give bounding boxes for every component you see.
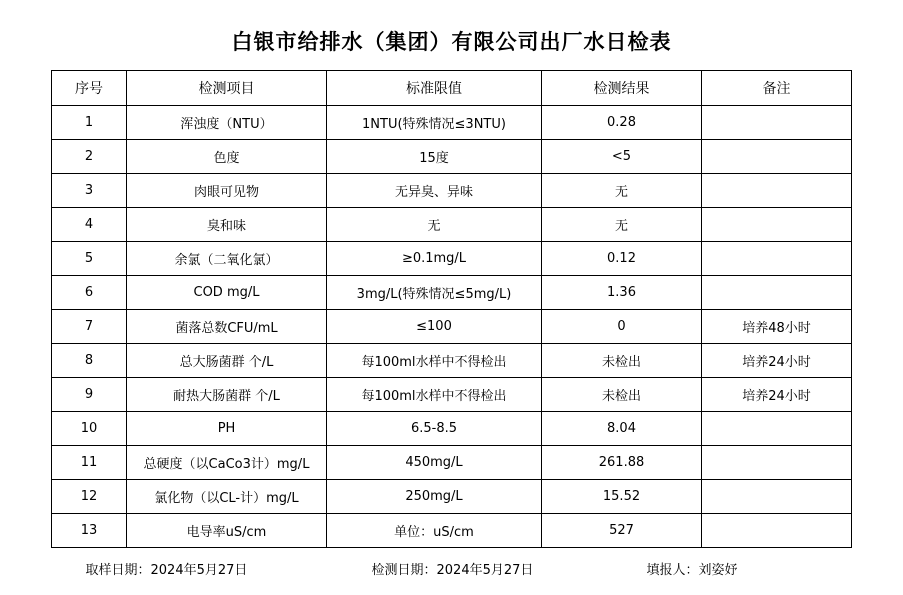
cell-item: 色度 [127,140,327,174]
cell-index: 6 [52,276,127,310]
table-row [52,344,852,378]
cell-limit: ≥0.1mg/L [327,242,542,276]
page-title: 白银市给排水（集团）有限公司出厂水日检表 [231,30,672,54]
table-row [52,480,852,514]
cell-item: 总硬度（以CaCo3计）mg/L [127,446,327,480]
sampling-date: 取样日期：2024年5月27日 [85,563,248,578]
cell-remark [702,276,852,310]
cell-index: 5 [52,242,127,276]
cell-index: 11 [52,446,127,480]
cell-result: 无 [542,174,702,208]
table-row [52,174,852,208]
cell-result: 0 [542,310,702,344]
table-header-row [52,71,852,106]
cell-item: 臭和味 [127,208,327,242]
cell-index: 12 [52,480,127,514]
cell-result: 261.88 [542,446,702,480]
cell-item: 总大肠菌群 个/L [127,344,327,378]
cell-remark [702,514,852,548]
testing-date: 检测日期：2024年5月27日 [371,563,534,578]
table-row [52,208,852,242]
cell-remark [702,208,852,242]
cell-limit: 250mg/L [327,480,542,514]
cell-remark: 培养24小时 [702,378,852,412]
cell-limit: ≤100 [327,310,542,344]
cell-remark [702,446,852,480]
cell-index: 13 [52,514,127,548]
column-header-result: 检测结果 [542,71,702,106]
cell-item: COD mg/L [127,276,327,310]
column-header-item: 检测项目 [127,71,327,106]
cell-result: 无 [542,208,702,242]
table-row [52,378,852,412]
cell-item: 电导率uS/cm [127,514,327,548]
cell-remark [702,242,852,276]
cell-index: 7 [52,310,127,344]
cell-item: 肉眼可见物 [127,174,327,208]
cell-index: 3 [52,174,127,208]
cell-remark [702,412,852,446]
cell-remark [702,174,852,208]
cell-item: 余氯（二氧化氯） [127,242,327,276]
cell-index: 2 [52,140,127,174]
cell-limit: 6.5-8.5 [327,412,542,446]
cell-index: 10 [52,412,127,446]
cell-result: 1.36 [542,276,702,310]
cell-result: <5 [542,140,702,174]
cell-index: 4 [52,208,127,242]
cell-item: 浑浊度（NTU） [127,106,327,140]
cell-result: 527 [542,514,702,548]
cell-item: PH [127,412,327,446]
cell-limit: 无异臭、异味 [327,174,542,208]
cell-limit: 450mg/L [327,446,542,480]
cell-result: 0.28 [542,106,702,140]
cell-limit: 每100ml水样中不得检出 [327,378,542,412]
cell-result: 未检出 [542,344,702,378]
cell-index: 9 [52,378,127,412]
cell-remark [702,480,852,514]
cell-limit: 3mg/L(特殊情况≤5mg/L) [327,276,542,310]
table-row [52,514,852,548]
cell-item: 耐热大肠菌群 个/L [127,378,327,412]
water-quality-table [51,70,852,548]
table-row [52,446,852,480]
table-row [52,310,852,344]
cell-result: 0.12 [542,242,702,276]
cell-result: 8.04 [542,412,702,446]
cell-result: 未检出 [542,378,702,412]
cell-remark: 培养24小时 [702,344,852,378]
cell-limit: 无 [327,208,542,242]
cell-item: 氯化物（以CL-计）mg/L [127,480,327,514]
table-row [52,242,852,276]
reporter-name: 填报人：刘姿妤 [646,563,738,578]
cell-remark [702,140,852,174]
column-header-limit: 标准限值 [327,71,542,106]
cell-index: 1 [52,106,127,140]
cell-item: 菌落总数CFU/mL [127,310,327,344]
cell-limit: 15度 [327,140,542,174]
column-header-remark: 备注 [702,71,852,106]
cell-remark [702,106,852,140]
cell-limit: 单位：uS/cm [327,514,542,548]
cell-limit: 每100ml水样中不得检出 [327,344,542,378]
document-footer [52,548,852,578]
table-row [52,140,852,174]
cell-index: 8 [52,344,127,378]
column-header-index: 序号 [52,71,127,106]
table-row [52,276,852,310]
table-row [52,106,852,140]
cell-limit: 1NTU(特殊情况≤3NTU) [327,106,542,140]
cell-remark: 培养48小时 [702,310,852,344]
table-row [52,412,852,446]
cell-result: 15.52 [542,480,702,514]
